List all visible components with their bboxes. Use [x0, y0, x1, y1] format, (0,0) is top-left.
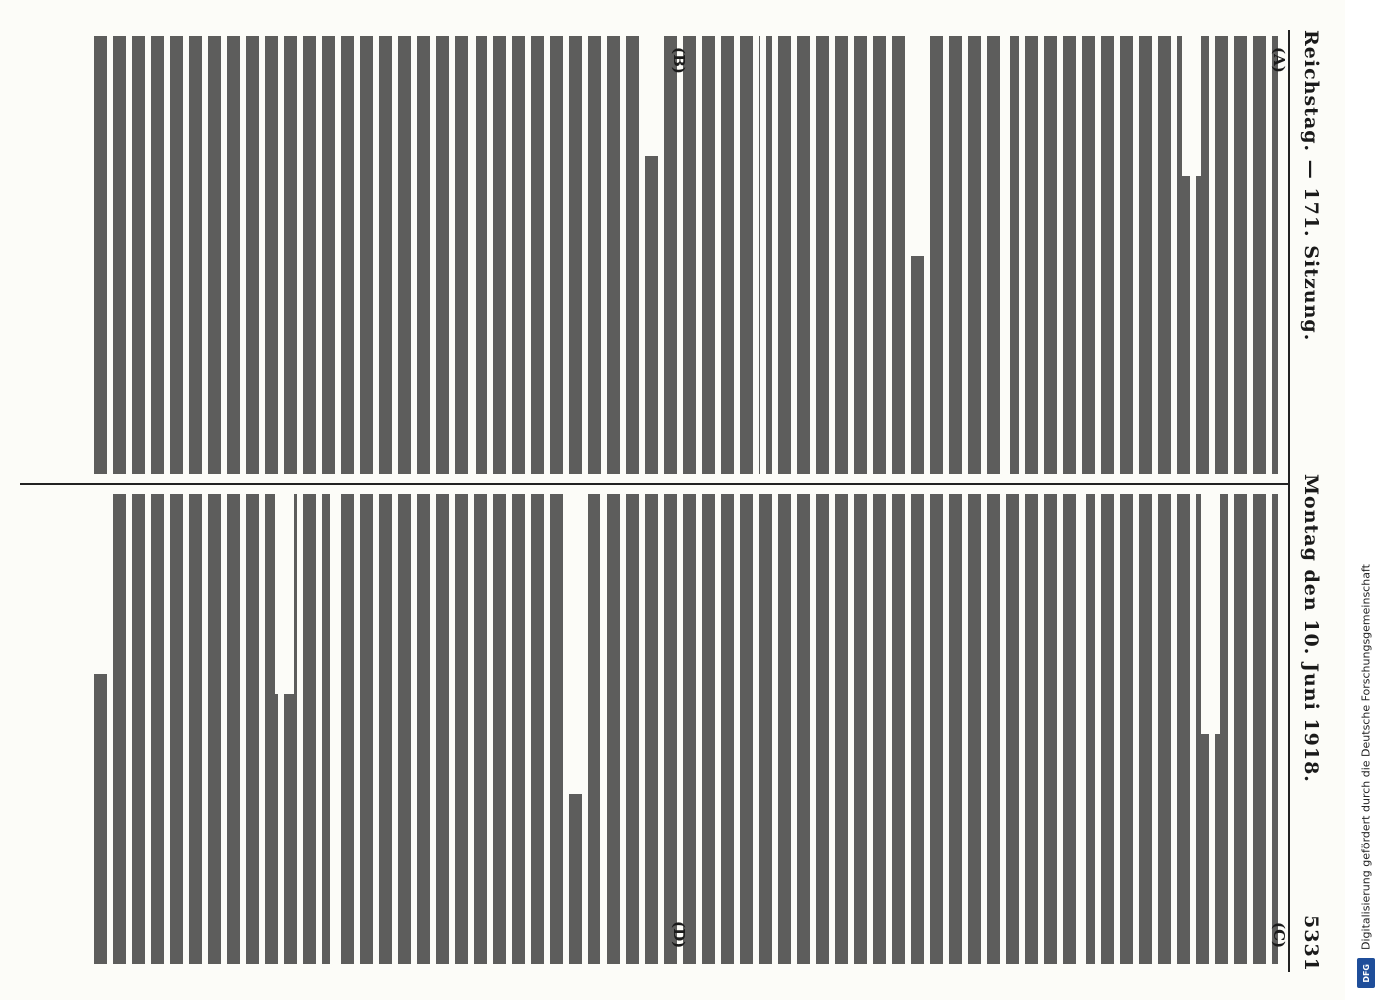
margin-mark-b: (B) [670, 46, 688, 74]
short-line [94, 494, 113, 674]
short-line [568, 494, 587, 794]
text-column-right [94, 494, 1278, 964]
short-line [910, 36, 929, 256]
page-header [1296, 30, 1326, 972]
paragraph-break [330, 494, 336, 964]
paragraph-break [600, 494, 606, 964]
margin-mark-c: (C) [1270, 921, 1288, 949]
dfg-logo-label: DFG [1361, 963, 1371, 983]
short-line [275, 494, 294, 694]
paragraph-break [1080, 494, 1086, 964]
margin-mark-a: (A) [1270, 47, 1288, 73]
short-line [644, 36, 663, 156]
column-divider [20, 483, 1288, 485]
dfg-logo [1357, 958, 1375, 988]
header-rule [1288, 30, 1290, 972]
short-line [1182, 36, 1201, 176]
header-title: Reichstag. — 171. Sitzung. [1300, 30, 1322, 342]
text-column-left [94, 36, 1278, 474]
paragraph-break [760, 36, 766, 474]
header-date: Montag den 10. Juni 1918. [1300, 473, 1322, 783]
paragraph-break [470, 36, 476, 474]
short-line [1201, 494, 1220, 734]
header-page-number: 5331 [1300, 915, 1322, 972]
digitization-note: Digitalisierung gefördert durch die Deutsche Forschungsgemeinschaft [1359, 564, 1373, 950]
margin-mark-d: (D) [670, 921, 688, 949]
paragraph-break [1004, 36, 1010, 474]
